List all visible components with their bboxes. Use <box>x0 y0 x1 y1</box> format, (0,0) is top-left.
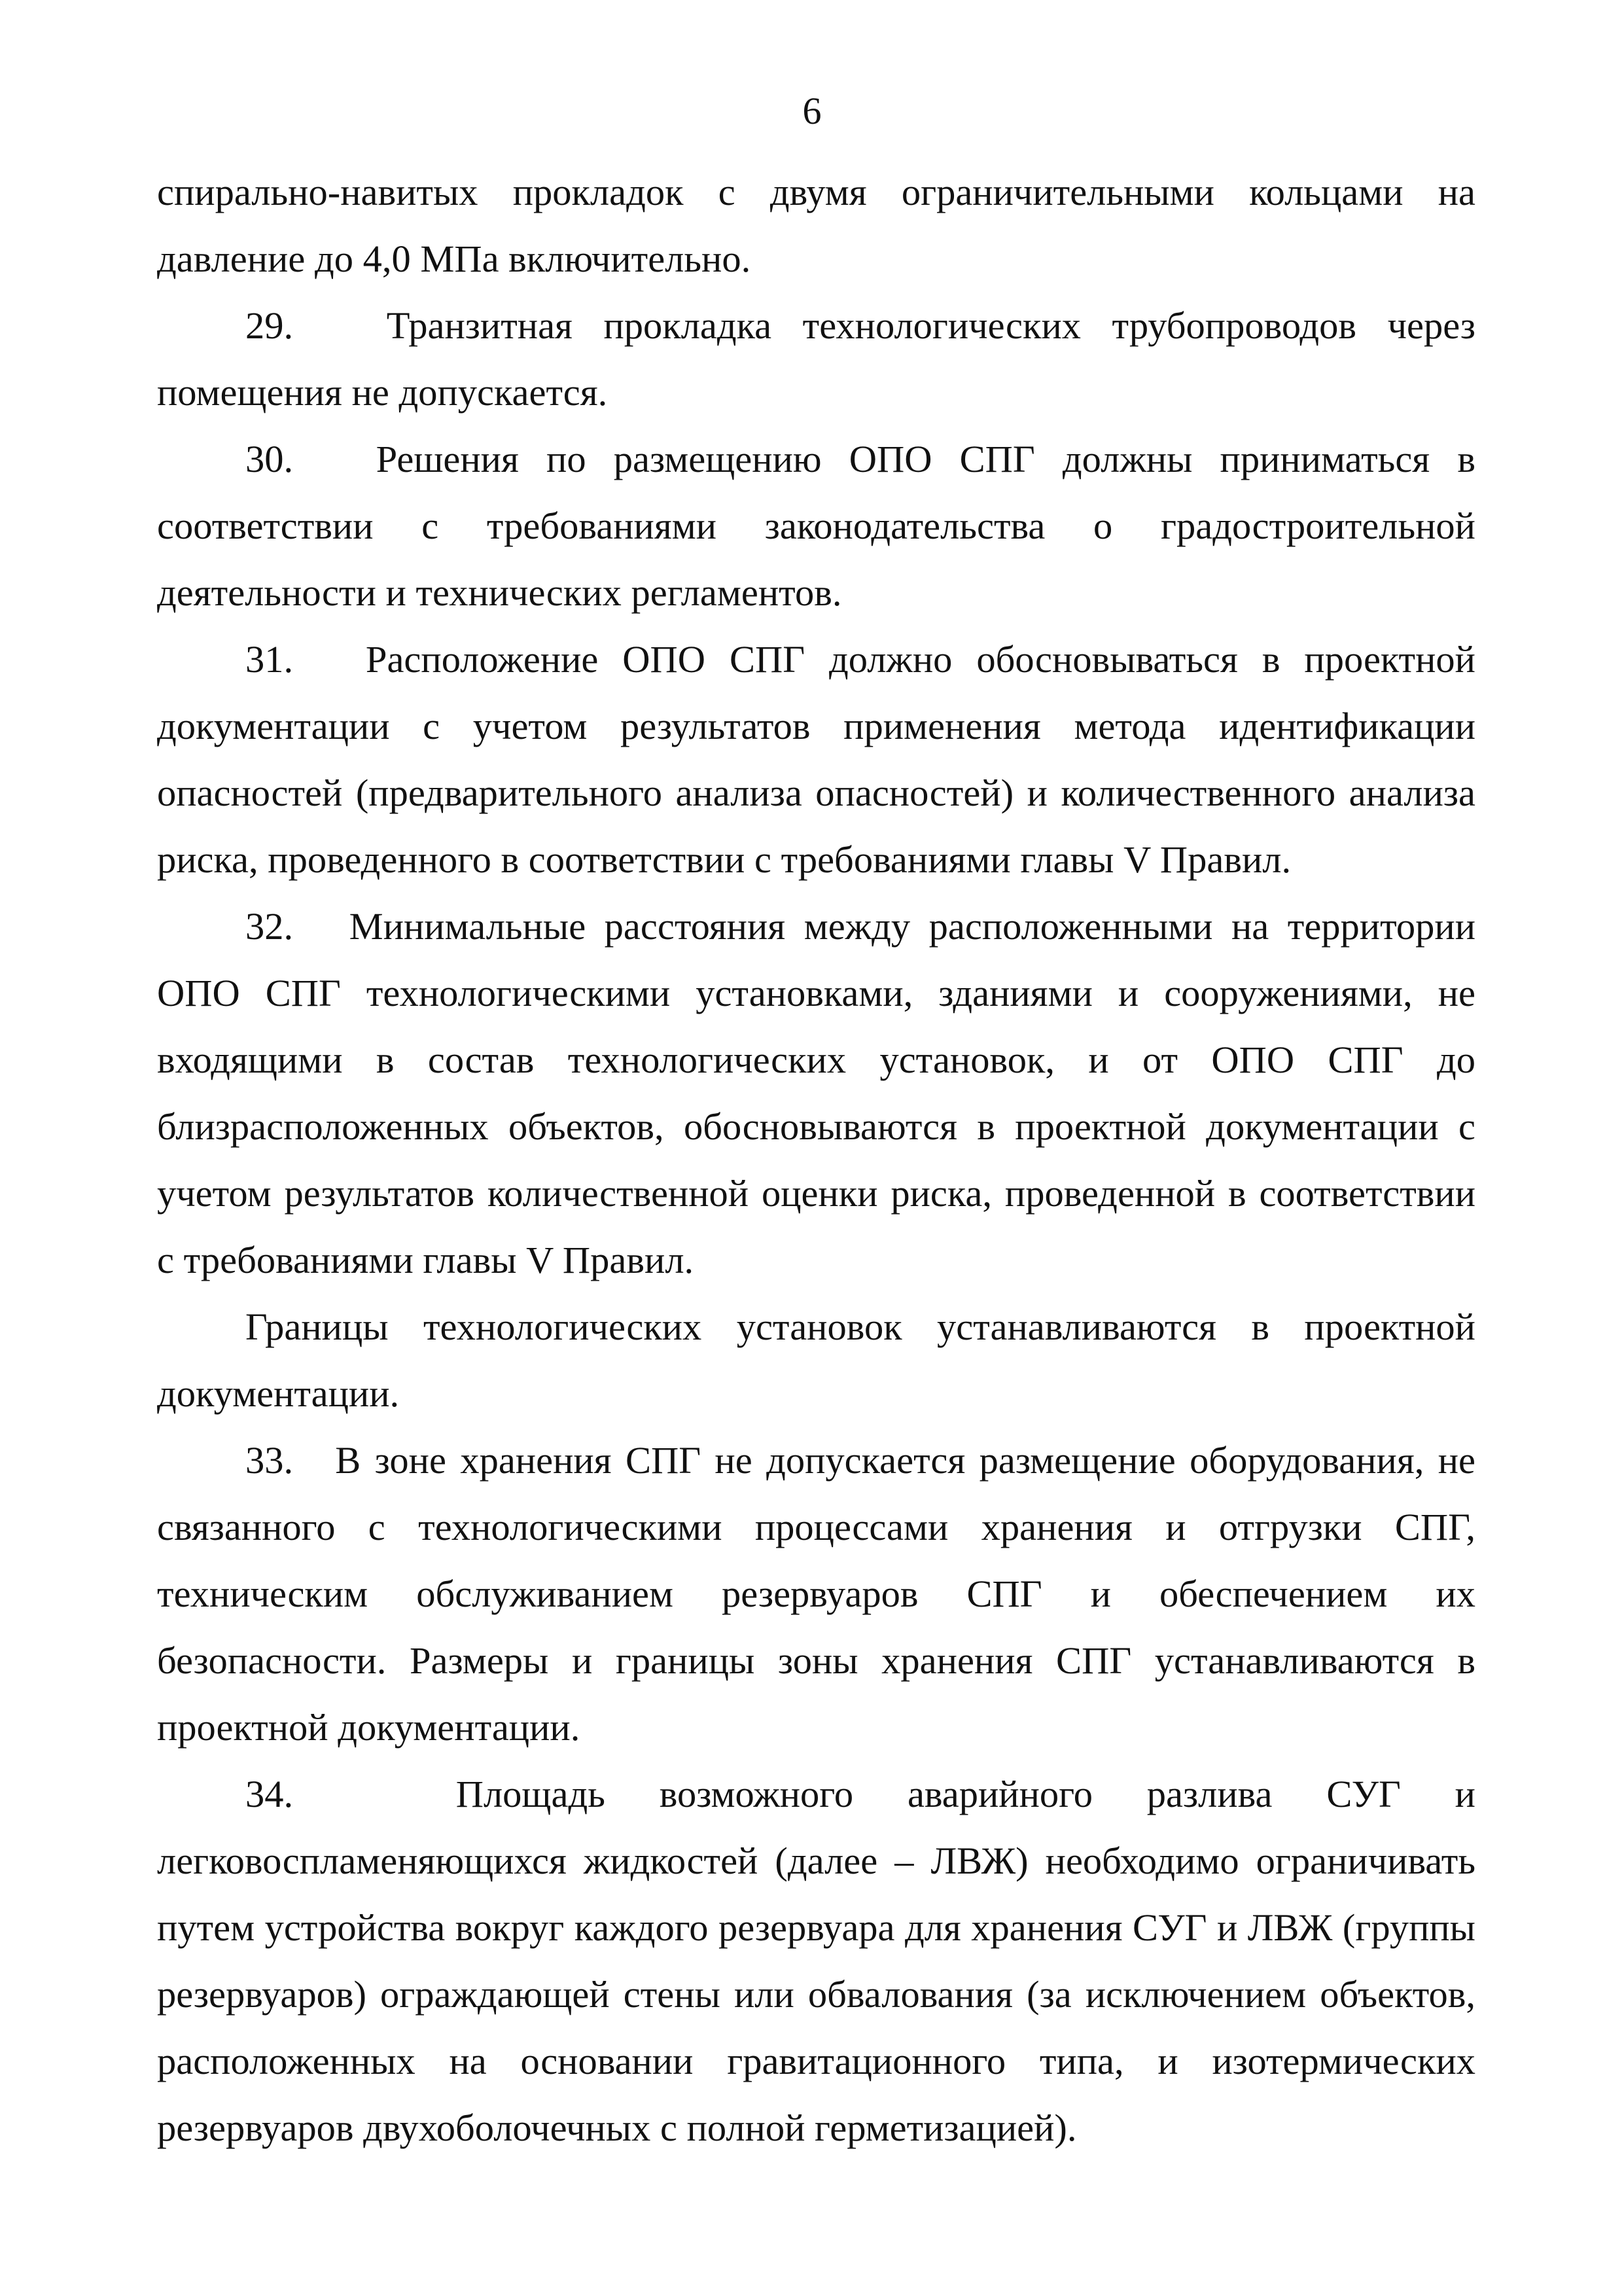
paragraph-34: 34. Площадь возможного аварийного разлива СУГ и легковоспламеняющихся жидкостей (далее – ЛВЖ) необходимо ограничивать путем устройства вокруг каждого резервуара для хранения СУГ и ЛВЖ (группы резервуаров) ограждающей стены или обвалования (за исключением объектов, расположенных на основании гравитационного типа, и изотермических резервуаров двухоболочечных с полной герметизацией). <box>157 1773 1485 2149</box>
paragraph-33: 33. В зоне хранения СПГ не допускается размещение оборудования, не связанного с технологическими процессами хранения и отгрузки СПГ, техническим обслуживанием резервуаров СПГ и обеспечением их безопасности. Размеры и границы зоны хранения СПГ устанавливаются в проектной документации. <box>157 1439 1485 1749</box>
paragraph-32: 32. Минимальные расстояния между расположенными на территории ОПО СПГ технологическими установками, зданиями и сооружениями, не входящими в состав технологических установок, и от ОПО СПГ до близрасположенных объектов, обосновываются в проектной документации с учетом результатов количественной оценки риска, проведенной в соответствии с требованиями главы V Правил. <box>157 905 1485 1281</box>
document-body <box>157 159 1485 2162</box>
paragraph-31: 31. Расположение ОПО СПГ должно обосновываться в проектной документации с учетом результатов применения метода идентификации опасностей (предварительного анализа опасностей) и количественного анализа риска, проведенного в соответствии с требованиями главы V Правил. <box>157 638 1485 881</box>
paragraph-continuation: спирально-навитых прокладок с двумя ограничительными кольцами на давление до 4,0 МПа включительно. <box>157 171 1475 280</box>
paragraph-32-boundaries: Границы технологических установок устанавливаются в проектной документации. <box>157 1306 1475 1415</box>
paragraph-30: 30. Решения по размещению ОПО СПГ должны приниматься в соответствии с требованиями законодательства о градостроительной деятельности и технических регламентов. <box>157 438 1485 614</box>
page-number: 6 <box>802 90 822 132</box>
paragraph-29: 29. Транзитная прокладка технологических трубопроводов через помещения не допускается. <box>157 304 1485 414</box>
